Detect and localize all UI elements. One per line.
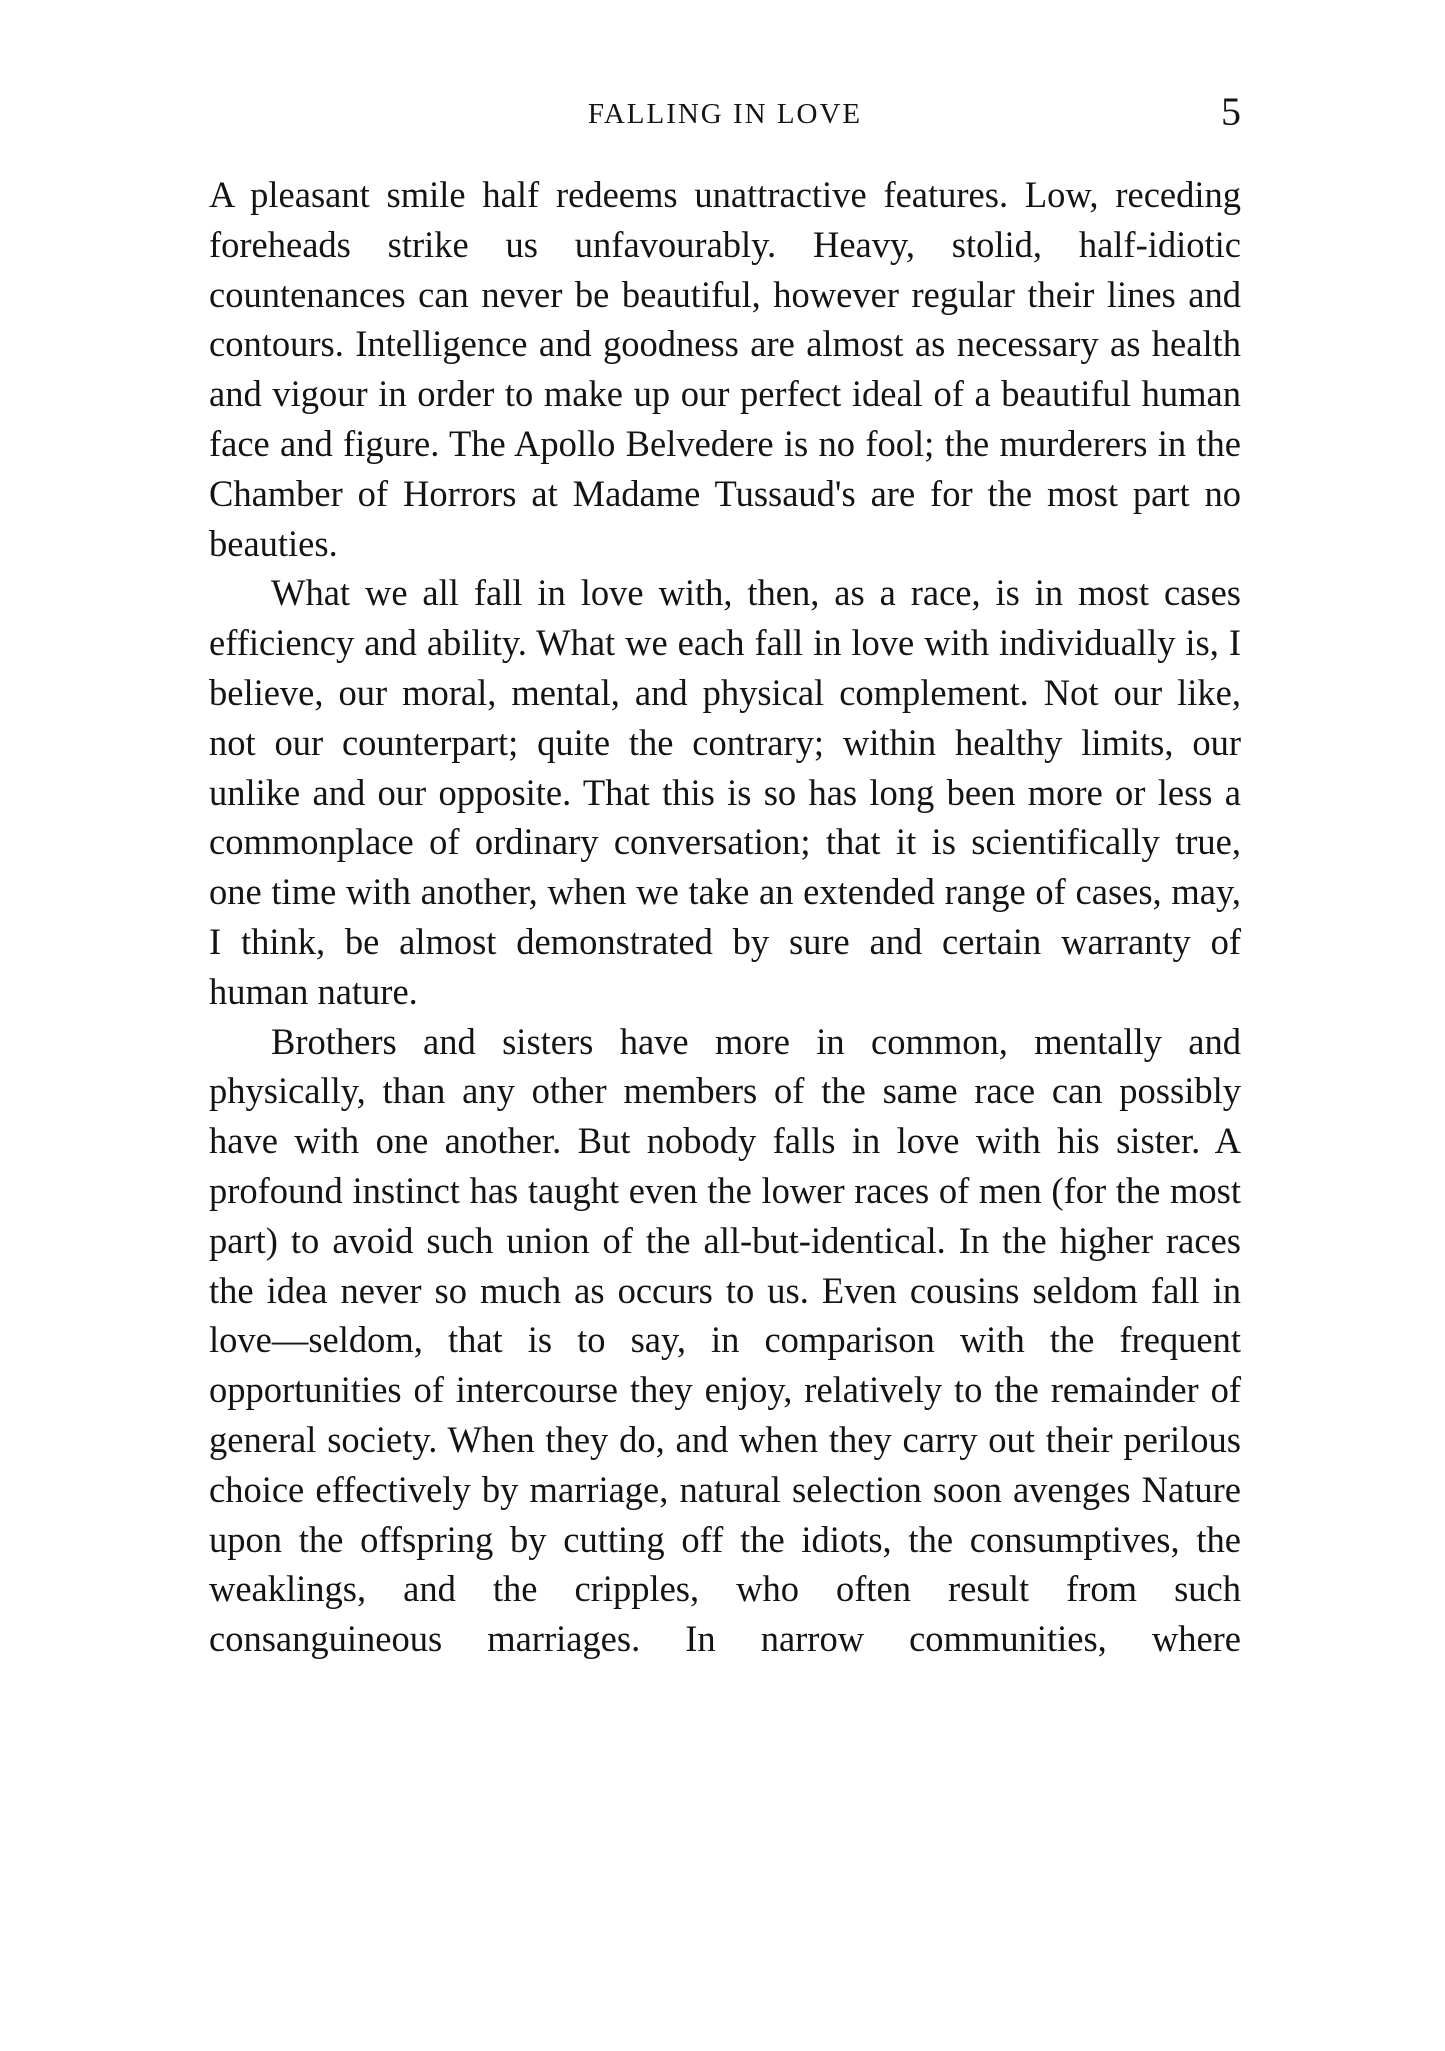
body-text [209,170,1241,1664]
running-head [209,89,1241,142]
page-number: 5 [1221,89,1241,134]
paragraph-3: Brothers and sisters have more in common, mentally and physically, than any other members of the same race can possibly have with one another. But nobody falls in love with his sister. A profound instinct has taught even the lower races of men (for the most part) to avoid such union of the all-but-identical. In the higher races the idea never so much as occurs to us. Even cousins seldom fall in love—seldom, that is to say, in comparison with the frequent opportunities of intercourse they enjoy, relatively to the remainder of general society. When they do, and when they carry out their perilous choice effectively by marriage, natural selection soon avenges Nature upon the offspring by cutting off the idiots, the consumptives, the weaklings, and the cripples, who often result from such consanguineous marriages. In narrow communities, where [209,1020,1241,1660]
paragraph-2: What we all fall in love with, then, as a race, is in most cases efficiency and ability. What we each fall in love with individually is, I believe, our moral, mental, and physical complement. Not our like, not our counterpart; quite the contrary; within healthy limits, our unlike and our opposite. That this is so has long been more or less a commonplace of ordinary conversation; that it is scientifically true, one time with another, when we take an extended range of cases, may, I think, be almost demonstrated by sure and certain warranty of human nature. [209,572,1241,1012]
running-title: FALLING IN LOVE [587,98,863,130]
paragraph-1: A pleasant smile half redeems unattractive features. Low, receding foreheads strike us unfavourably. Heavy, stolid, half-idiotic countenances can never be beautiful, however regular their lines and contours. Intelligence and goodness are almost as necessary as health and vigour in order to make up our perfect ideal of a beautiful human face and figure. The Apollo Belvedere is no fool; the murderers in the Chamber of Horrors at Madame Tussaud's are for the most part no beauties. [209,174,1241,564]
